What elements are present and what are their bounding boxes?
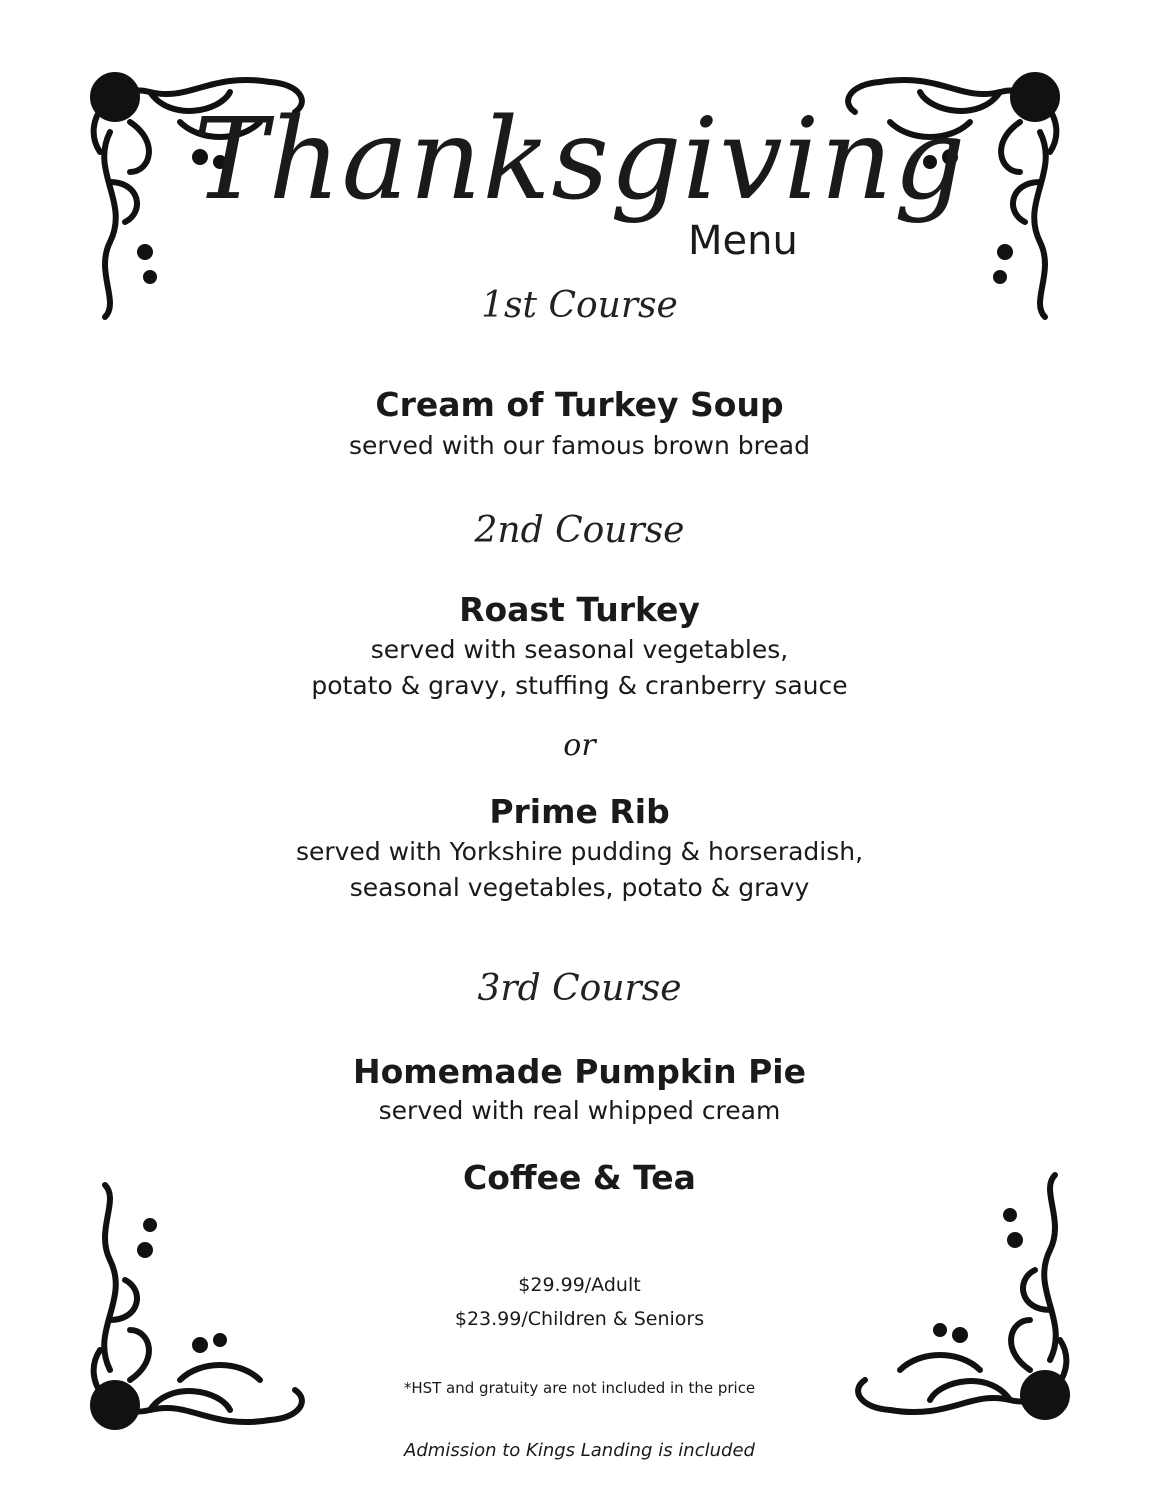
dish-name: Prime Rib (489, 792, 670, 831)
separator-or: or (563, 728, 596, 763)
course-heading-3: 3rd Course (477, 968, 682, 1009)
dish-name: Cream of Turkey Soup (375, 385, 784, 424)
page-title: Thanksgiving (192, 95, 967, 225)
dish-description: served with real whipped cream (378, 1096, 781, 1125)
course-heading-1: 1st Course (481, 285, 678, 326)
dish-description: served with Yorkshire pudding & horseradish, seasonal vegetables, potato & gravy (295, 837, 864, 902)
dish-description: served with seasonal vegetables, potato & gravy, stuffing & cranberry sauce (311, 635, 848, 700)
course-heading-2: 2nd Course (474, 510, 685, 551)
price-children: $23.99/Children & Seniors (454, 1308, 705, 1330)
tax-note: *HST and gratuity are not included in the price (403, 1379, 756, 1397)
dish-name: Coffee & Tea (463, 1158, 696, 1197)
dish-name: Homemade Pumpkin Pie (352, 1052, 806, 1091)
price-adult: $29.99/Adult (518, 1274, 641, 1296)
admission-note: Admission to Kings Landing is included (404, 1440, 755, 1461)
dish-description: served with our famous brown bread (349, 431, 810, 460)
page-subtitle: Menu (688, 218, 798, 264)
pricing (0, 1268, 1159, 1336)
dish-name: Roast Turkey (459, 590, 700, 629)
